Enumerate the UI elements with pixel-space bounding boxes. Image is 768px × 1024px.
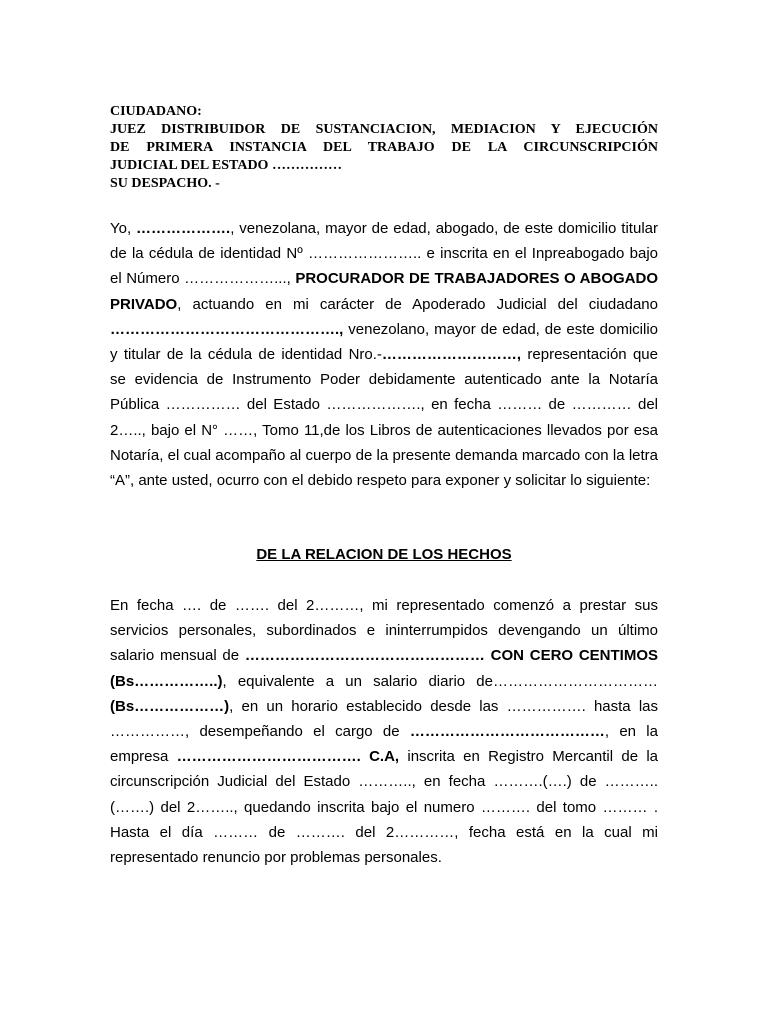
text-run: Yo,: [110, 220, 137, 237]
text-run: ………………………………. C.A,: [176, 748, 400, 766]
text-run: ………………………………………… CON CERO CENTIMOS (Bs……………..): [110, 647, 659, 690]
addressee-line: DE PRIMERA INSTANCIA DEL TRABAJO DE LA CIRCUNSCRIPCIÓN: [110, 140, 658, 155]
text-run: , equivalente a un salario diario de……………………………: [222, 672, 658, 690]
text-run: En fecha …. de ……. del 2………, mi representado comenzó a prestar sus servicios personales, subordinados e ininterrumpidos devengando un último salario mensual de: [110, 597, 658, 665]
text-run: , en la empresa: [110, 723, 658, 766]
facts-paragraph: [110, 593, 658, 870]
text-run: representación que se evidencia de Instrumento Poder debidamente autenticado ante la Notaría Pública …………… del Estado ………………., en fecha ……… de ………… del 2….., bajo el N° ……, Tomo 11,de los Libros de autenticaciones llevados por esa Notaría, el cual acompaño al cuerpo de la presente demanda marcado con la letra “A”, ante usted, ocurro con el debido respeto para exponer y solicitar lo siguiente:: [110, 346, 658, 490]
text-run: …………………………………: [409, 723, 605, 741]
text-run: PROCURADOR DE TRABAJADORES O ABOGADO PRIVADO: [110, 270, 658, 313]
text-run: , en un horario establecido desde las ……………. hasta las ……………, desempeñando el cargo de: [110, 697, 658, 741]
text-run: ……………………………………….,: [110, 320, 344, 338]
text-run: ……………….: [136, 220, 231, 237]
text-run: venezolano, mayor de edad, de este domicilio y titular de la cédula de identidad Nro.-: [110, 320, 658, 364]
addressee-line: JUDICIAL DEL ESTADO ……………: [110, 158, 342, 173]
addressee-block: [110, 103, 658, 193]
text-run: , venezolana, mayor de edad, abogado, de este domicilio titular de la cédula de identidad Nº ………………….. e inscrita en el Inpreabogado bajo el Número ………………...,: [110, 220, 658, 288]
text-run: ………………………,: [381, 346, 522, 364]
addressee-line: SU DESPACHO. -: [110, 176, 220, 191]
intro-paragraph: [110, 216, 658, 493]
section-heading: DE LA RELACION DE LOS HECHOS: [256, 546, 512, 563]
text-run: (Bs………………): [110, 697, 230, 715]
addressee-line: JUEZ DISTRIBUIDOR DE SUSTANCIACION, MEDIACION Y EJECUCIÓN: [110, 122, 658, 137]
text-run: , actuando en mi carácter de Apoderado Judicial del ciudadano: [177, 295, 658, 313]
text-run: inscrita en Registro Mercantil de la circunscripción Judicial del Estado ……….., en fecha ……….(….) de ………..(…….) del 2…….., quedando inscrita bajo el numero ………. del tomo ……… . Hasta el día ……… de ………. del 2…………, fecha está en la cual mi representado renuncio por problemas personales.: [110, 748, 659, 867]
addressee-line: CIUDADANO:: [110, 104, 202, 119]
